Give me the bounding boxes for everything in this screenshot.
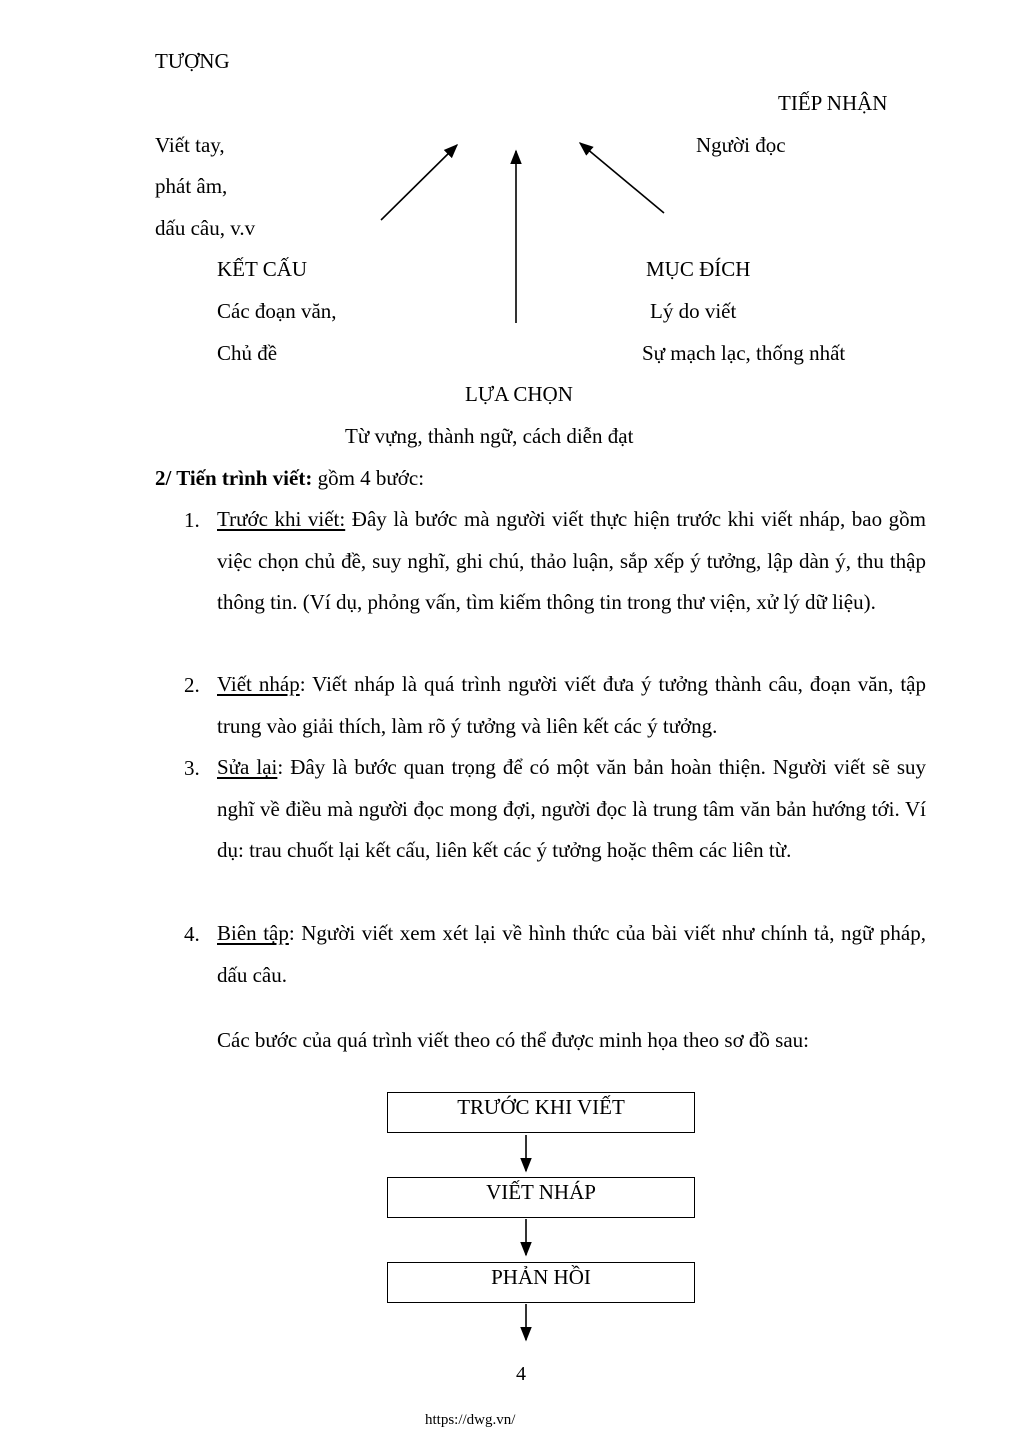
label-viet-tay: Viết tay, bbox=[155, 133, 225, 157]
step-1-paragraph bbox=[217, 499, 926, 624]
label-ly-do-viet: Lý do viết bbox=[650, 299, 737, 323]
label-dau-cau: dấu câu, v.v bbox=[155, 216, 256, 240]
label-su-mach-lac: Sự mạch lạc, thống nhất bbox=[642, 341, 846, 365]
step-3-number: 3. bbox=[184, 756, 200, 780]
label-phat-am: phát âm, bbox=[155, 174, 228, 198]
step-4-term: Biên tập bbox=[217, 921, 289, 945]
label-tu-vung: Từ vựng, thành ngữ, cách diễn đạt bbox=[345, 424, 634, 448]
section-heading-rest: gồm 4 bước: bbox=[312, 466, 425, 490]
step-4-paragraph bbox=[217, 913, 926, 996]
label-nguoi-doc: Người đọc bbox=[696, 133, 786, 157]
footer-url: https://dwg.vn/ bbox=[425, 1412, 516, 1428]
step-4-text: : Người viết xem xét lại về hình thức của bài viết như chính tả, ngữ pháp, dấu câu. bbox=[217, 921, 926, 987]
section-heading bbox=[155, 468, 424, 489]
flow-box-viet-nhap: VIẾT NHÁP bbox=[387, 1177, 695, 1218]
step-1-term: Trước khi viết: bbox=[217, 507, 346, 531]
label-lua-chon: LỰA CHỌN bbox=[465, 382, 573, 406]
label-cac-doan-van: Các đoạn văn, bbox=[217, 299, 337, 323]
step-1-text: Đây là bước mà người viết thực hiện trước khi viết nháp, bao gồm việc chọn chủ đề, suy nghĩ, ghi chú, thảo luận, sắp xếp ý tưởng, lập dàn ý, thu thập thông tin. (Ví dụ, phỏng vấn, tìm kiếm thông tin trong thư viện, xử lý dữ liệu). bbox=[217, 507, 926, 614]
step-3-term: Sửa lại bbox=[217, 755, 278, 779]
label-tuong: TƯỢNG bbox=[155, 49, 230, 73]
step-2-number: 2. bbox=[184, 673, 200, 697]
step-4-number: 4. bbox=[184, 922, 200, 946]
label-muc-dich: MỤC ĐÍCH bbox=[646, 257, 751, 281]
label-ket-cau: KẾT CẤU bbox=[217, 257, 308, 281]
step-2-paragraph bbox=[217, 664, 926, 747]
arrow-left-up bbox=[381, 145, 457, 220]
step-2-text: : Viết nháp là quá trình người viết đưa ý tưởng thành câu, đoạn văn, tập trung vào giải thích, làm rõ ý tưởng và liên kết các ý tưởng. bbox=[217, 672, 926, 738]
label-tiep-nhan: TIẾP NHẬN bbox=[778, 91, 888, 115]
flow-intro: Các bước của quá trình viết theo có thể được minh họa theo sơ đồ sau: bbox=[217, 1028, 810, 1052]
arrow-right-up bbox=[580, 143, 664, 213]
step-1-number: 1. bbox=[184, 508, 200, 532]
flow-box-truoc-khi-viet: TRƯỚC KHI VIẾT bbox=[387, 1092, 695, 1133]
step-3-paragraph bbox=[217, 747, 926, 872]
step-3-text: : Đây là bước quan trọng để có một văn bản hoàn thiện. Người viết sẽ suy nghĩ về điều mà người đọc mong đợi, người đọc là trung tâm văn bản hướng tới. Ví dụ: trau chuốt lại kết cấu, liên kết các ý tưởng hoặc thêm các liên từ. bbox=[217, 755, 926, 862]
flow-box-phan-hoi: PHẢN HỒI bbox=[387, 1262, 695, 1303]
page-number: 4 bbox=[516, 1363, 526, 1385]
step-2-term: Viết nháp bbox=[217, 672, 300, 696]
section-heading-bold: 2/ Tiến trình viết: bbox=[155, 466, 313, 490]
label-chu-de: Chủ đề bbox=[217, 341, 278, 365]
